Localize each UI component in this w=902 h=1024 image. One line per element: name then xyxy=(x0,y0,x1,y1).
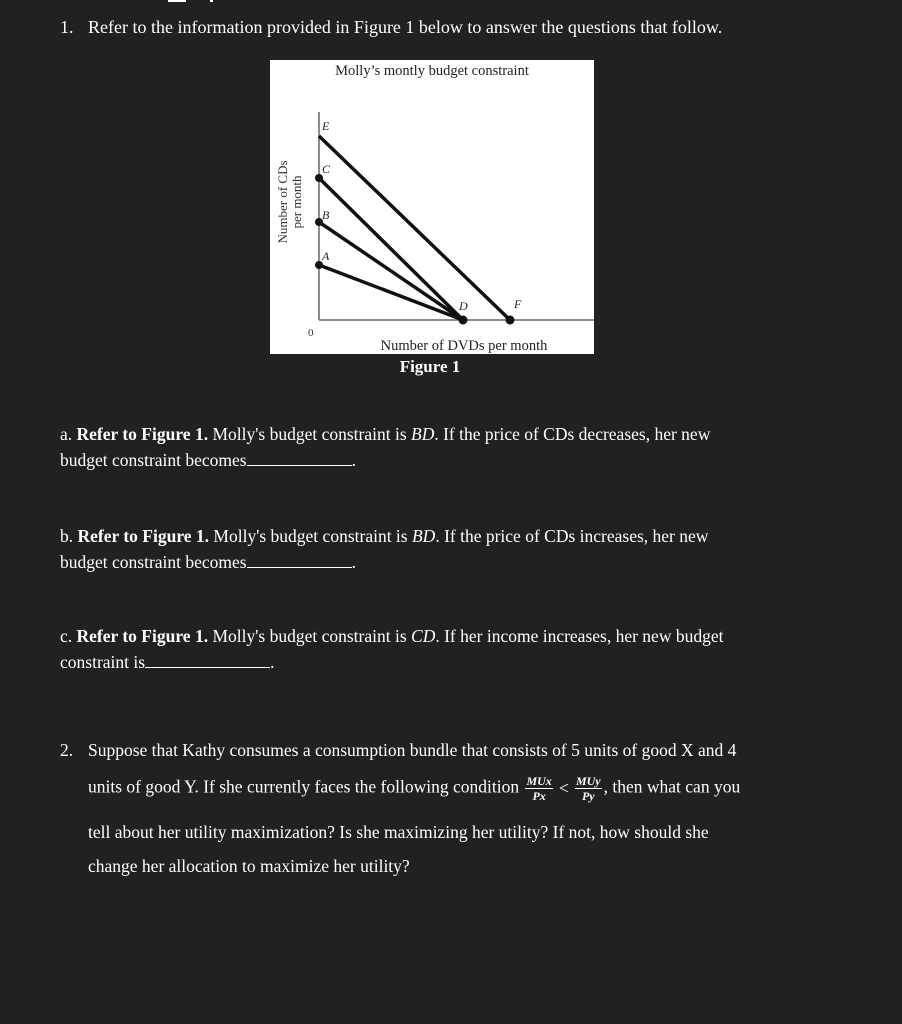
part-b-text2: . If the price of CDs increases, her new xyxy=(435,526,709,546)
frac1-denominator: Px xyxy=(532,789,546,803)
part-a-bold: Refer to Figure 1. xyxy=(76,424,209,444)
frac1-numerator: MUx xyxy=(526,774,552,788)
figure-1 xyxy=(270,60,594,354)
part-a-text1: Molly's budget constraint is xyxy=(208,424,412,444)
less-than-sign: < xyxy=(558,778,569,798)
label-A: A xyxy=(322,249,330,263)
frac2-numerator: MUy xyxy=(575,774,601,788)
fraction-mux-px xyxy=(525,774,552,803)
point-F xyxy=(506,316,515,325)
y-axis-label-line2: per month xyxy=(289,175,304,229)
question-2-line2-end: , then what can you xyxy=(603,776,741,797)
part-b-italic: BD xyxy=(411,526,436,546)
answer-blank-b[interactable] xyxy=(247,551,352,568)
answer-blank-a[interactable] xyxy=(247,449,352,466)
question-2-line3: tell about her utility maximization? Is she maximizing her utility? If not, how should she xyxy=(88,822,709,842)
top-cut-marks xyxy=(168,0,228,2)
label-E: E xyxy=(322,119,330,133)
point-D xyxy=(459,316,468,325)
question-1 xyxy=(60,17,722,38)
part-b-prefix: b. xyxy=(60,526,78,546)
label-D: D xyxy=(459,299,468,313)
question-2-line4: change her allocation to maximize her utility? xyxy=(88,856,410,876)
part-a-prefix: a. xyxy=(60,424,77,444)
part-c-text1: Molly's budget constraint is xyxy=(208,626,412,646)
part-b-line2: budget constraint becomes xyxy=(60,552,247,572)
part-b-text1: Molly's budget constraint is xyxy=(209,526,412,546)
question-1c xyxy=(60,623,840,675)
y-axis-label-line1: Number of CDs xyxy=(275,160,290,244)
question-1a xyxy=(60,421,840,473)
label-F: F xyxy=(514,297,522,311)
question-1-number: 1. xyxy=(60,17,74,37)
line-EF xyxy=(319,136,510,320)
chart-title: Molly’s montly budget constraint xyxy=(335,63,529,79)
part-c-italic: CD xyxy=(411,626,436,646)
figure-caption: Figure 1 xyxy=(399,357,461,376)
line-CD xyxy=(319,178,463,320)
part-a-text2: . If the price of CDs decreases, her new xyxy=(434,424,711,444)
origin-label: 0 xyxy=(308,327,314,339)
x-axis-label: Number of DVDs per month xyxy=(380,338,548,354)
part-b-end: . xyxy=(351,552,356,572)
part-c-line2: constraint is xyxy=(60,652,146,672)
question-2-line2 xyxy=(88,774,740,803)
part-b-bold: Refer to Figure 1. xyxy=(77,526,210,546)
frac2-denominator: Py xyxy=(581,789,595,803)
label-B: B xyxy=(322,208,330,222)
fraction-muy-py xyxy=(575,774,602,803)
line-AD xyxy=(319,265,463,320)
part-c-end: . xyxy=(270,652,275,672)
budget-chart xyxy=(270,60,594,354)
label-C: C xyxy=(322,162,331,176)
question-2-line2-start: units of good Y. If she currently faces the following condition xyxy=(88,776,520,797)
question-2-number: 2. xyxy=(60,740,74,760)
part-c-prefix: c. xyxy=(60,626,77,646)
question-1b xyxy=(60,523,840,575)
part-a-end: . xyxy=(351,450,356,470)
part-c-bold: Refer to Figure 1. xyxy=(76,626,209,646)
part-a-italic: BD xyxy=(411,424,435,444)
answer-blank-c[interactable] xyxy=(145,651,270,668)
question-2-line1: Suppose that Kathy consumes a consumption bundle that consists of 5 units of good X and 4 xyxy=(88,740,737,760)
part-a-line2: budget constraint becomes xyxy=(60,450,247,470)
part-c-text2: . If her income increases, her new budget xyxy=(435,626,724,646)
line-BD xyxy=(319,222,463,320)
question-1-text: Refer to the information provided in Figure 1 below to answer the questions that follow. xyxy=(88,17,723,37)
